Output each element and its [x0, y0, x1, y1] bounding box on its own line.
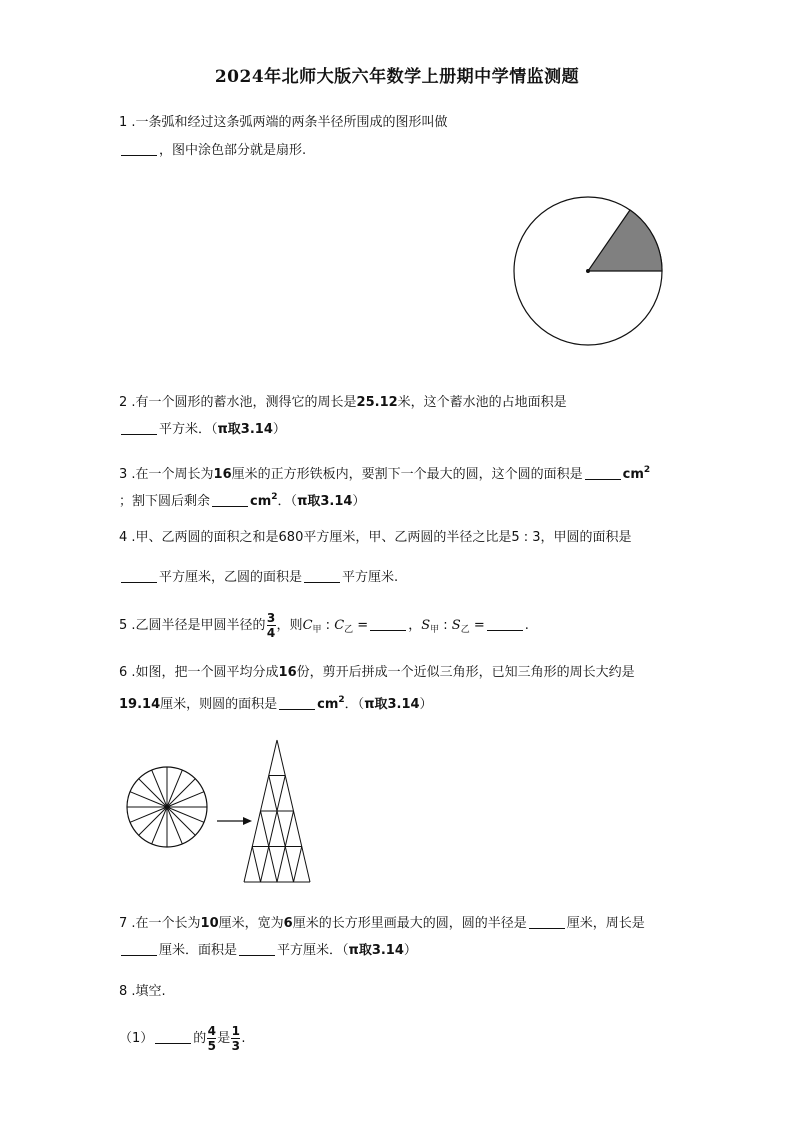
- q7-text-c: 厘米的长方形里画最大的圆，圆的半径是: [292, 916, 527, 931]
- question-6-line-1: [119, 664, 635, 682]
- q5-colon-2: :: [439, 618, 452, 633]
- question-7-line-2: [119, 942, 417, 960]
- q6-perimeter: 19.14: [119, 697, 161, 712]
- triangle-piece-edge: [252, 847, 260, 883]
- question-2-line-1: [119, 394, 567, 412]
- q7-width: 6: [283, 916, 293, 931]
- sliced-circle: [127, 767, 207, 847]
- q5-fraction: [267, 612, 276, 639]
- q8-fraction-2: [231, 1025, 240, 1052]
- q6-exp: 2: [338, 695, 345, 705]
- q8-answer-blank[interactable]: [155, 1030, 191, 1044]
- q1-text-2: ，图中涂色部分就是扇形.: [159, 143, 307, 158]
- q3-unit-2: cm: [250, 494, 272, 509]
- q2-text-b: 米，这个蓄水池的占地面积是: [397, 395, 567, 410]
- circle-to-triangle-figure: [124, 737, 324, 887]
- q6-answer-blank[interactable]: [279, 696, 315, 710]
- q7-text-b: 厘米，宽为: [218, 916, 284, 931]
- q3-text-a: 3 .在一个周长为: [119, 467, 214, 482]
- q3-text-d: ．（: [277, 494, 298, 509]
- triangle-piece-edge: [261, 811, 269, 847]
- q2-pi-note: π取3.14: [217, 422, 273, 437]
- q7-answer-blank-2[interactable]: [121, 942, 157, 956]
- q6-text-b: 份，剪开后拼成一个近似三角形，已知三角形的周长大约是: [296, 665, 635, 680]
- q2-text-a: 2 .有一个圆形的蓄水池，测得它的周长是: [119, 395, 357, 410]
- q7-text-f: 平方厘米．（: [277, 943, 349, 958]
- q5-eq-1: =: [353, 618, 369, 633]
- q7-length: 10: [200, 916, 219, 931]
- q2-circumference: 25.12: [356, 395, 398, 410]
- question-8-line-1: [119, 983, 166, 1001]
- q5-frac-num: 3: [266, 611, 276, 625]
- q6-pi-note: π取3.14: [364, 697, 420, 712]
- triangle-piece-edge: [285, 811, 293, 847]
- triangle-piece-edge: [277, 847, 285, 883]
- q4-text-a: 4 .甲、乙两圆的面积之和是680平方厘米，甲、乙两圆的半径之比是5 : 3，甲圆的面积是: [119, 530, 632, 545]
- page-title: 2024年北师大版六年数学上册期中学情监测题: [214, 67, 580, 87]
- q8-text: 8 .填空.: [119, 984, 166, 999]
- q7-close: ）: [403, 943, 417, 958]
- q2-close: ）: [272, 422, 286, 437]
- triangle-piece-edge: [277, 776, 285, 812]
- arrow-icon: [217, 817, 252, 825]
- q8-f2-den: 3: [231, 1039, 240, 1053]
- question-4-line-1: [119, 529, 632, 547]
- q1-text: 1 .一条弧和经过这条弧两端的两条半径所围成的图形叫做: [119, 115, 448, 130]
- q6-close: ）: [419, 697, 433, 712]
- q5-text-a: 5 .乙圆半径是甲圆半径的: [119, 618, 266, 633]
- question-8-part-1: [119, 1025, 245, 1052]
- question-3-line-2: [119, 488, 365, 511]
- triangle-piece-edge: [269, 847, 277, 883]
- q5-colon-1: :: [321, 618, 335, 633]
- q5-end: .: [524, 618, 529, 633]
- q5-s-sub-jia: 甲: [430, 625, 440, 635]
- q2-text-c: 平方米．（: [159, 422, 218, 437]
- q7-pi-note: π取3.14: [348, 943, 404, 958]
- q8-end: .: [241, 1031, 246, 1046]
- q3-unit-1: cm: [622, 467, 644, 482]
- q8-f1-den: 5: [207, 1039, 216, 1053]
- q3-answer-blank-1[interactable]: [585, 466, 621, 480]
- q3-exp-2: 2: [271, 492, 278, 502]
- q5-c-yi: C: [334, 618, 345, 633]
- question-2-line-2: [119, 421, 286, 439]
- q3-answer-blank-2[interactable]: [212, 493, 248, 507]
- q7-text-d: 厘米，周长是: [566, 916, 645, 931]
- triangle-piece-edge: [277, 811, 285, 847]
- q6-text-c: 厘米，则圆的面积是: [160, 697, 278, 712]
- q5-sub-yi: 乙: [344, 625, 354, 635]
- triangle-piece-edge: [294, 847, 302, 883]
- question-7-line-1: [119, 915, 645, 933]
- q3-text-b: 厘米的正方形铁板内，要割下一个最大的圆，这个圆的面积是: [231, 467, 583, 482]
- q5-eq-2: =: [469, 618, 485, 633]
- q3-close: ）: [352, 494, 366, 509]
- q8-shi: 是: [217, 1031, 231, 1046]
- q3-pi-note: π取3.14: [297, 494, 353, 509]
- q8-f2-num: 1: [231, 1024, 240, 1038]
- q1-answer-blank[interactable]: [121, 142, 157, 156]
- q6-text-d: ．（: [344, 697, 365, 712]
- q7-answer-blank-3[interactable]: [239, 942, 275, 956]
- question-5-line: [119, 612, 529, 643]
- triangle-piece-edge: [269, 776, 277, 812]
- sector-figure: [512, 195, 672, 355]
- q5-frac-den: 4: [266, 626, 276, 640]
- q5-text-b: ，则: [276, 618, 303, 633]
- question-1-line-1: [119, 114, 448, 132]
- q5-c-jia: C: [302, 618, 313, 633]
- question-6-line-2: [119, 691, 433, 714]
- q6-parts: 16: [278, 665, 297, 680]
- q5-comma: ，: [408, 618, 422, 633]
- question-4-line-2: [119, 569, 398, 587]
- center-point: [586, 269, 590, 273]
- question-1-line-2: [119, 142, 306, 160]
- q8-fraction-1: [207, 1025, 216, 1052]
- q4-text-b: 平方厘米，乙圆的面积是: [159, 570, 303, 585]
- q7-text-e: 厘米．面积是: [159, 943, 238, 958]
- q5-answer-blank-1[interactable]: [370, 617, 406, 631]
- q5-sub-jia: 甲: [312, 625, 322, 635]
- q6-text-a: 6 .如图，把一个圆平均分成: [119, 665, 279, 680]
- triangle-piece-edge: [269, 811, 277, 847]
- q5-answer-blank-2[interactable]: [487, 617, 523, 631]
- triangle-piece-edge: [261, 847, 269, 883]
- q6-unit: cm: [317, 697, 339, 712]
- assembled-triangle: [244, 740, 310, 882]
- q3-perimeter: 16: [213, 467, 232, 482]
- q7-answer-blank-1[interactable]: [529, 915, 565, 929]
- q8-de: 的: [193, 1031, 207, 1046]
- q3-exp-1: 2: [643, 465, 651, 475]
- q4-answer-blank-2[interactable]: [304, 569, 340, 583]
- q5-s-jia: S: [421, 618, 431, 633]
- q3-text-c: ；割下圆后剩余: [119, 494, 211, 509]
- q8-sub-label: （1）: [119, 1031, 154, 1046]
- q5-s-yi: S: [451, 618, 461, 633]
- question-3-line-1: [119, 461, 650, 484]
- q7-text-a: 7 .在一个长为: [119, 916, 201, 931]
- q4-text-c: 平方厘米.: [342, 570, 399, 585]
- q5-s-sub-yi: 乙: [460, 625, 470, 635]
- q8-f1-num: 4: [207, 1024, 216, 1038]
- triangle-piece-edge: [285, 847, 293, 883]
- q2-answer-blank[interactable]: [121, 421, 157, 435]
- q4-answer-blank-1[interactable]: [121, 569, 157, 583]
